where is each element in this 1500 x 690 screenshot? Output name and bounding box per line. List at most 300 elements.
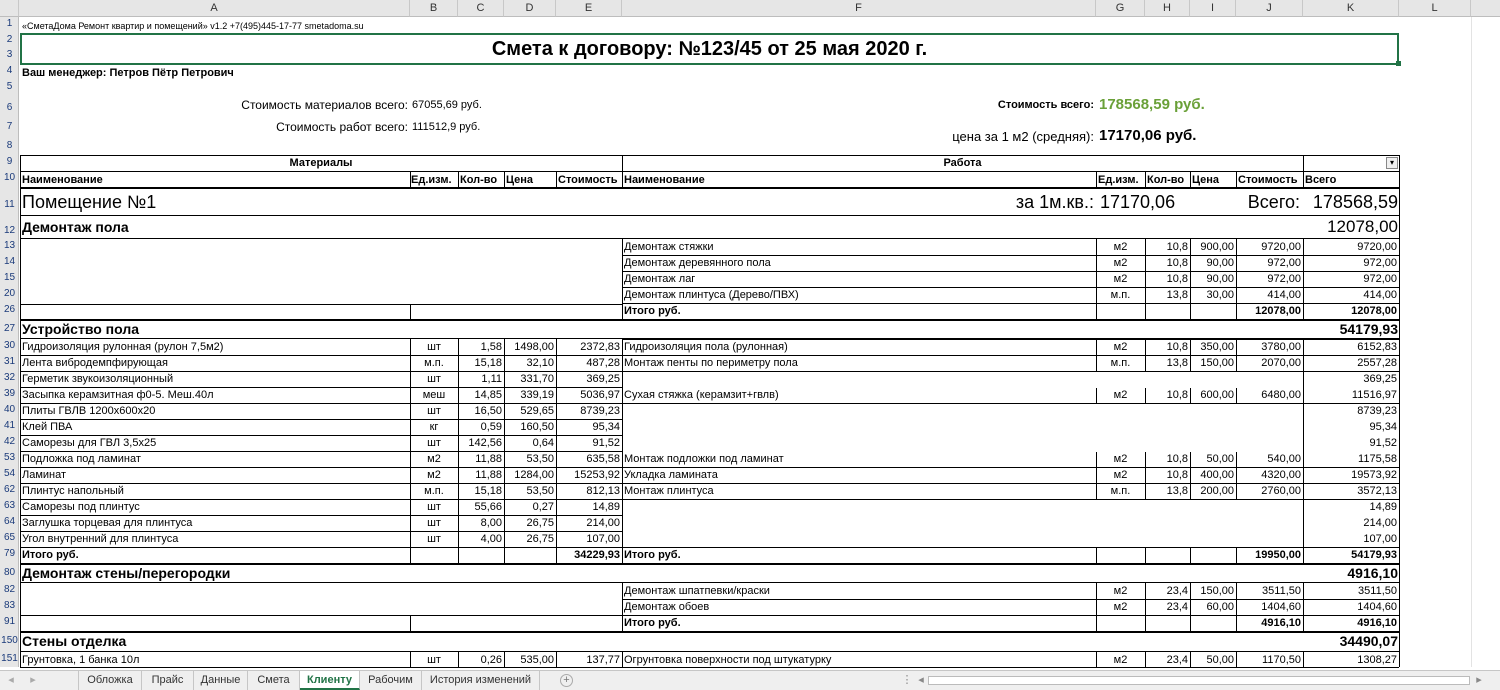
section-title: Стены отделка: [22, 633, 127, 649]
material-price: 26,75: [526, 517, 554, 529]
grid-line: [622, 547, 1399, 548]
material-qty: 8,00: [480, 517, 502, 529]
grid-line: [1236, 452, 1237, 468]
grid-line: [20, 451, 622, 452]
works-total-value: 111512,9 руб.: [412, 121, 481, 133]
material-cost: 14,89: [592, 501, 620, 513]
grid-line: [410, 171, 411, 187]
grid-line: [20, 582, 1399, 583]
grid-line: [1145, 171, 1146, 187]
grid-line: [1096, 484, 1097, 500]
grid-line: [410, 615, 411, 631]
row-number[interactable]: 7: [6, 121, 13, 132]
material-unit: м2: [427, 469, 441, 481]
grid-line: [1236, 239, 1237, 319]
grid-line: [20, 631, 1399, 633]
work-unit: м2: [1113, 257, 1128, 269]
grid-line: [1096, 388, 1097, 404]
work-unit: м2: [1113, 389, 1128, 401]
tab-dannye[interactable]: Данные: [194, 671, 248, 690]
fill-handle[interactable]: [1396, 61, 1401, 66]
column-header-g[interactable]: G: [1096, 0, 1145, 17]
column-header-d[interactable]: D: [504, 0, 556, 17]
row-number[interactable]: 12: [3, 225, 16, 236]
row-number[interactable]: 15: [3, 272, 16, 283]
material-qty: 4,00: [480, 533, 502, 545]
material-cost: 214,00: [586, 517, 620, 529]
row-number[interactable]: 79: [3, 548, 16, 559]
work-cost: 4320,00: [1261, 469, 1301, 481]
grid-line: [622, 467, 1399, 468]
grid-line: [1145, 583, 1146, 631]
row-number[interactable]: 64: [3, 516, 16, 527]
row-number[interactable]: 13: [3, 240, 16, 251]
work-header: Работа: [943, 157, 982, 169]
work-qty: 10,8: [1166, 241, 1188, 253]
work-qty: 10,8: [1166, 389, 1188, 401]
row-total: 972,00: [1363, 273, 1397, 285]
column-header-l[interactable]: L: [1399, 0, 1471, 17]
grid-line: [20, 651, 1399, 652]
grid-line: [20, 419, 622, 420]
grid-line: [1145, 388, 1146, 404]
material-subtotal-value: 34229,93: [574, 549, 620, 561]
grid-line: [1145, 468, 1146, 484]
material-unit: шт: [427, 405, 441, 417]
col-name: Наименование: [22, 174, 103, 186]
grid-line: [1096, 171, 1097, 187]
tab-oblozhka[interactable]: Обложка: [78, 671, 142, 690]
column-header-f[interactable]: F: [622, 0, 1096, 17]
material-name: Гидроизоляция рулонная (рулон 7,5м2): [22, 341, 224, 353]
col-wunit: Ед.изм.: [1098, 174, 1139, 186]
row-total: 107,00: [1363, 533, 1397, 545]
grid-line: [1236, 356, 1237, 372]
row-total: 54179,93: [1351, 549, 1397, 561]
row-number[interactable]: 53: [3, 452, 16, 463]
manager-label: Ваш менеджер: Петров Пётр Петрович: [22, 67, 234, 79]
material-name: Подложка под ламинат: [22, 453, 141, 465]
work-subtotal-label: Итого руб.: [624, 617, 681, 629]
grid-line: [20, 171, 1399, 172]
work-name: Монтаж подложки под ламинат: [624, 453, 784, 465]
grand-total-label: Стоимость всего:: [997, 99, 1094, 111]
material-price: 1284,00: [514, 469, 554, 481]
work-price: 90,00: [1206, 257, 1234, 269]
column-header-j[interactable]: J: [1236, 0, 1303, 17]
grid-line: [20, 387, 622, 388]
material-unit: шт: [427, 654, 441, 666]
column-header-i[interactable]: I: [1190, 0, 1236, 17]
work-qty: 23,4: [1166, 601, 1188, 613]
grid-line: [1236, 484, 1237, 500]
column-header-a[interactable]: A: [19, 0, 410, 17]
material-unit: шт: [427, 437, 441, 449]
work-subtotal-label: Итого руб.: [624, 305, 681, 317]
works-total-label: Стоимость работ всего:: [276, 120, 408, 134]
material-name: Клей ПВА: [22, 421, 73, 433]
material-unit: шт: [427, 501, 441, 513]
material-unit: шт: [427, 533, 441, 545]
row-number[interactable]: 10: [3, 172, 16, 183]
row-number[interactable]: 14: [3, 256, 16, 267]
grid-line: [1145, 548, 1146, 563]
col-wprice: Цена: [1192, 174, 1220, 186]
row-number[interactable]: 6: [6, 102, 13, 113]
work-cost: 3511,50: [1262, 585, 1301, 597]
material-name: Лента вибродемпфирующая: [22, 357, 168, 369]
material-qty: 15,18: [474, 485, 502, 497]
material-name: Ламинат: [22, 469, 67, 481]
row-number[interactable]: 4: [6, 65, 13, 76]
work-qty: 13,8: [1166, 485, 1188, 497]
material-cost: 635,58: [586, 453, 620, 465]
column-header-b[interactable]: B: [410, 0, 458, 17]
grid-line: [1236, 388, 1237, 404]
grid-line: [20, 667, 1399, 668]
grid-line: [622, 239, 623, 319]
grid-line: [1096, 651, 1097, 667]
grid-line: [20, 355, 622, 356]
work-price: 600,00: [1200, 389, 1234, 401]
row-total: 2557,28: [1357, 357, 1397, 369]
material-qty: 14,85: [474, 389, 502, 401]
material-cost: 812,13: [586, 485, 620, 497]
row-number[interactable]: 11: [4, 199, 15, 210]
grid-line: [20, 187, 1399, 189]
work-name: Монтаж плинтуса: [624, 485, 714, 497]
grid-line: [1096, 583, 1097, 631]
material-price: 339,19: [520, 389, 554, 401]
grid-line: [20, 155, 1399, 156]
section-total: 12078,00: [1327, 217, 1398, 236]
grid-line: [1096, 356, 1097, 372]
grid-line: [622, 371, 1399, 372]
hscroll-left-icon[interactable]: ◂: [918, 674, 924, 686]
work-subtotal-label: Итого руб.: [624, 549, 681, 561]
grid-line: [20, 155, 21, 667]
section-total: 54179,93: [1339, 321, 1398, 337]
section-title: Демонтаж стены/перегородки: [22, 565, 231, 581]
tab-smeta[interactable]: Смета: [248, 671, 300, 690]
row-total: 12078,00: [1351, 305, 1397, 317]
sheet-options-icon[interactable]: ⋮: [901, 674, 913, 686]
material-qty: 15,18: [474, 357, 502, 369]
grid-line: [20, 615, 622, 616]
tab-rabochim[interactable]: Рабочим: [360, 671, 422, 690]
material-cost: 137,77: [586, 654, 620, 666]
tab-istoriya[interactable]: История изменений: [422, 671, 540, 690]
hscroll-right-icon[interactable]: ▸: [1476, 674, 1482, 686]
col-wcost: Стоимость: [1238, 174, 1298, 186]
grid-line: [1145, 452, 1146, 468]
row-total: 1308,27: [1357, 654, 1397, 666]
row-number[interactable]: 83: [3, 600, 16, 611]
work-price: 30,00: [1206, 289, 1234, 301]
row-number[interactable]: 150: [1, 635, 18, 646]
grid-line: [410, 651, 411, 667]
grid-line: [1190, 468, 1191, 484]
horizontal-scrollbar[interactable]: [928, 676, 1470, 685]
work-unit: м2: [1113, 585, 1128, 597]
material-qty: 142,56: [468, 437, 502, 449]
grid-line: [622, 651, 623, 667]
material-name: Герметик звукоизоляционный: [22, 373, 174, 385]
grid-line: [622, 355, 1399, 356]
page-title: Смета к договору: №123/45 от 25 мая 2020 г.: [491, 38, 928, 60]
row-total: 214,00: [1363, 517, 1397, 529]
material-cost: 95,34: [592, 421, 620, 433]
row-total: 3572,13: [1357, 485, 1397, 497]
work-price: 150,00: [1200, 585, 1234, 597]
work-unit: м2: [1113, 273, 1128, 285]
material-price: 331,70: [520, 373, 554, 385]
work-name: Демонтаж деревянного пола: [624, 257, 771, 269]
row-total: 414,00: [1363, 289, 1397, 301]
row-total: 1175,58: [1358, 453, 1397, 465]
row-number[interactable]: 54: [3, 468, 16, 479]
work-cost: 9720,00: [1261, 241, 1301, 253]
row-number[interactable]: 82: [3, 584, 16, 595]
grid-line: [20, 215, 1399, 216]
grid-line: [410, 304, 411, 319]
row-total: 14,89: [1369, 501, 1397, 513]
work-cost: 540,00: [1267, 453, 1301, 465]
grid-line: [20, 563, 1399, 565]
row-number[interactable]: 62: [3, 484, 16, 495]
grid-line: [20, 483, 622, 484]
work-name: Огрунтовка поверхности под штукатурку: [624, 654, 832, 666]
row-total: 8739,23: [1357, 405, 1397, 417]
material-qty: 11,88: [475, 453, 502, 465]
grid-line: [20, 371, 622, 372]
row-number[interactable]: 151: [1, 653, 18, 664]
material-price: 32,10: [526, 357, 554, 369]
material-unit: м.п.: [424, 357, 444, 369]
grid-line: [556, 339, 557, 563]
row-total: 369,25: [1363, 373, 1397, 385]
row-number[interactable]: 3: [6, 49, 13, 60]
col-total: Всего: [1305, 174, 1337, 186]
material-price: 529,65: [520, 405, 554, 417]
material-cost: 2372,83: [580, 341, 620, 353]
material-cost: 15253,92: [574, 469, 620, 481]
row-total: 1404,60: [1357, 601, 1397, 613]
sheet-tab-bar: [0, 670, 1500, 690]
material-unit: кг: [429, 421, 439, 433]
tab-klientu[interactable]: Клиенту: [300, 671, 360, 690]
grid-line: [622, 403, 1399, 404]
material-price: 0,64: [532, 437, 554, 449]
row-number[interactable]: 41: [3, 420, 16, 431]
work-name: Демонтаж плинтуса (Дерево/ПВХ): [624, 289, 799, 301]
grid-line: [1303, 651, 1304, 667]
grid-line: [1190, 239, 1191, 319]
grid-line: [622, 583, 623, 631]
row-total: 972,00: [1363, 257, 1397, 269]
work-subtotal-value: 12078,00: [1255, 305, 1301, 317]
work-subtotal-value: 19950,00: [1255, 549, 1301, 561]
materials-total-label: Стоимость материалов всего:: [241, 98, 408, 112]
material-cost: 369,25: [586, 373, 620, 385]
column-header-e[interactable]: E: [556, 0, 622, 17]
work-name: Демонтаж шпатпевки/краски: [624, 585, 770, 597]
grid-line: [1145, 651, 1146, 667]
work-price: 200,00: [1200, 485, 1234, 497]
grid-line: [504, 171, 505, 187]
material-qty: 0,59: [480, 421, 502, 433]
material-price: 0,27: [532, 501, 554, 513]
work-unit: м.п.: [1110, 485, 1131, 497]
work-cost: 414,00: [1267, 289, 1301, 301]
grid-line: [1145, 484, 1146, 500]
grid-line: [1236, 651, 1237, 667]
material-cost: 487,28: [586, 357, 620, 369]
grid-line: [410, 339, 411, 563]
row-number[interactable]: 91: [3, 616, 16, 627]
work-cost: 3780,00: [1261, 341, 1301, 353]
grid-line: [1096, 548, 1097, 563]
col-price: Цена: [506, 174, 534, 186]
grid-line: [20, 304, 622, 305]
company-line: «СметаДома Ремонт квартир и помещений» v1.2 +7(495)445-17-77 smetadoma.su: [22, 21, 364, 31]
work-name: Гидроизоляция пола (рулонная): [624, 341, 788, 353]
grid-line: [1096, 239, 1097, 319]
row-number[interactable]: 26: [3, 304, 16, 315]
work-cost: 2760,00: [1261, 485, 1301, 497]
column-header-c[interactable]: C: [458, 0, 504, 17]
row-number[interactable]: 65: [3, 532, 16, 543]
work-unit: м.п.: [1110, 289, 1131, 301]
row-total: 4916,10: [1357, 617, 1397, 629]
material-unit: м.п.: [424, 485, 444, 497]
grid-line: [1190, 452, 1191, 468]
material-price: 1498,00: [514, 341, 554, 353]
grid-line: [504, 339, 505, 563]
grid-line: [1096, 340, 1097, 356]
row-number[interactable]: 30: [3, 340, 16, 351]
work-cost: 1404,60: [1261, 601, 1301, 613]
materials-header: Материалы: [289, 157, 353, 169]
work-price: 60,00: [1206, 601, 1234, 613]
work-subtotal-value: 4916,10: [1261, 617, 1301, 629]
work-unit: м2: [1113, 341, 1128, 353]
grid-line: [1096, 452, 1097, 468]
grid-line: [1303, 171, 1304, 187]
work-price: 50,00: [1206, 453, 1234, 465]
grid-line: [1190, 388, 1191, 404]
work-cost: 2070,00: [1261, 357, 1301, 369]
row-total: 95,34: [1369, 421, 1397, 433]
tab-prais[interactable]: Прайс: [142, 671, 194, 690]
work-qty: 10,8: [1166, 273, 1188, 285]
work-unit: м2: [1113, 241, 1128, 253]
material-name: Угол внутренний для плинтуса: [22, 533, 179, 545]
grid-line: [622, 255, 1399, 256]
grid-line: [622, 287, 1399, 288]
grid-line: [20, 499, 622, 500]
material-unit: шт: [427, 341, 441, 353]
grid-line: [458, 171, 459, 187]
gridline: [1471, 17, 1472, 667]
column-header-h[interactable]: H: [1145, 0, 1190, 17]
material-qty: 1,11: [481, 373, 502, 385]
material-price: 160,50: [520, 421, 554, 433]
row-total: 6152,83: [1357, 341, 1397, 353]
grid-line: [20, 403, 622, 404]
work-qty: 23,4: [1166, 654, 1188, 666]
filter-icon[interactable]: ▾: [1386, 157, 1398, 169]
work-cost: 1170,50: [1262, 654, 1301, 666]
grid-line: [20, 467, 622, 468]
room-total-label: Всего:: [1247, 192, 1300, 212]
grid-line: [1303, 239, 1304, 319]
grid-line: [20, 531, 622, 532]
work-name: Укладка ламината: [624, 469, 718, 481]
row-number[interactable]: 27: [3, 323, 16, 334]
work-qty: 10,8: [1166, 257, 1188, 269]
grid-line: [622, 615, 1399, 616]
row-number[interactable]: 2: [6, 34, 13, 45]
section-title: Демонтаж пола: [22, 219, 129, 235]
grid-line: [458, 651, 459, 667]
row-number[interactable]: 32: [3, 372, 16, 383]
grid-line: [1190, 583, 1191, 631]
material-subtotal-label: Итого руб.: [22, 549, 79, 561]
grid-line: [1145, 239, 1146, 319]
row-number[interactable]: 5: [6, 81, 13, 92]
grid-line: [1190, 356, 1191, 372]
grid-line: [1236, 583, 1237, 631]
row-number[interactable]: 80: [3, 567, 16, 578]
material-qty: 0,26: [480, 654, 502, 666]
row-number[interactable]: 40: [3, 404, 16, 415]
col-qty: Кол-во: [460, 174, 498, 186]
material-name: Плинтус напольный: [22, 485, 124, 497]
work-price: 90,00: [1206, 273, 1234, 285]
grid-line: [1236, 548, 1237, 563]
work-cost: 972,00: [1267, 257, 1301, 269]
room-per-sqm-label: за 1м.кв.:: [1015, 192, 1094, 212]
row-number[interactable]: 63: [3, 500, 16, 511]
tab-scroll-right-icon[interactable]: ▸: [30, 674, 36, 686]
material-name: Грунтовка, 1 банка 10л: [22, 654, 140, 666]
grid-line: [20, 515, 622, 516]
grid-line: [1236, 340, 1237, 356]
work-qty: 10,8: [1166, 341, 1188, 353]
tab-scroll-left-icon[interactable]: ◂: [8, 674, 14, 686]
column-header-k[interactable]: K: [1303, 0, 1399, 17]
row-number[interactable]: 39: [3, 388, 16, 399]
row-number[interactable]: 8: [6, 140, 13, 151]
row-number[interactable]: 31: [3, 356, 16, 367]
material-cost: 8739,23: [580, 405, 620, 417]
row-number[interactable]: 20: [3, 288, 16, 299]
row-number[interactable]: 1: [6, 18, 13, 29]
grid-line: [622, 483, 1399, 484]
grid-line: [1096, 468, 1097, 484]
material-cost: 91,52: [592, 437, 620, 449]
select-all-corner[interactable]: [0, 0, 19, 17]
row-total: 91,52: [1369, 437, 1397, 449]
room-per-sqm-value: 17170,06: [1100, 192, 1176, 212]
row-number[interactable]: 42: [3, 436, 16, 447]
grid-line: [20, 435, 622, 436]
row-number[interactable]: 9: [6, 156, 13, 167]
column-header-filler: [1471, 0, 1500, 17]
add-sheet-icon[interactable]: +: [560, 674, 573, 687]
work-price: 350,00: [1200, 341, 1234, 353]
